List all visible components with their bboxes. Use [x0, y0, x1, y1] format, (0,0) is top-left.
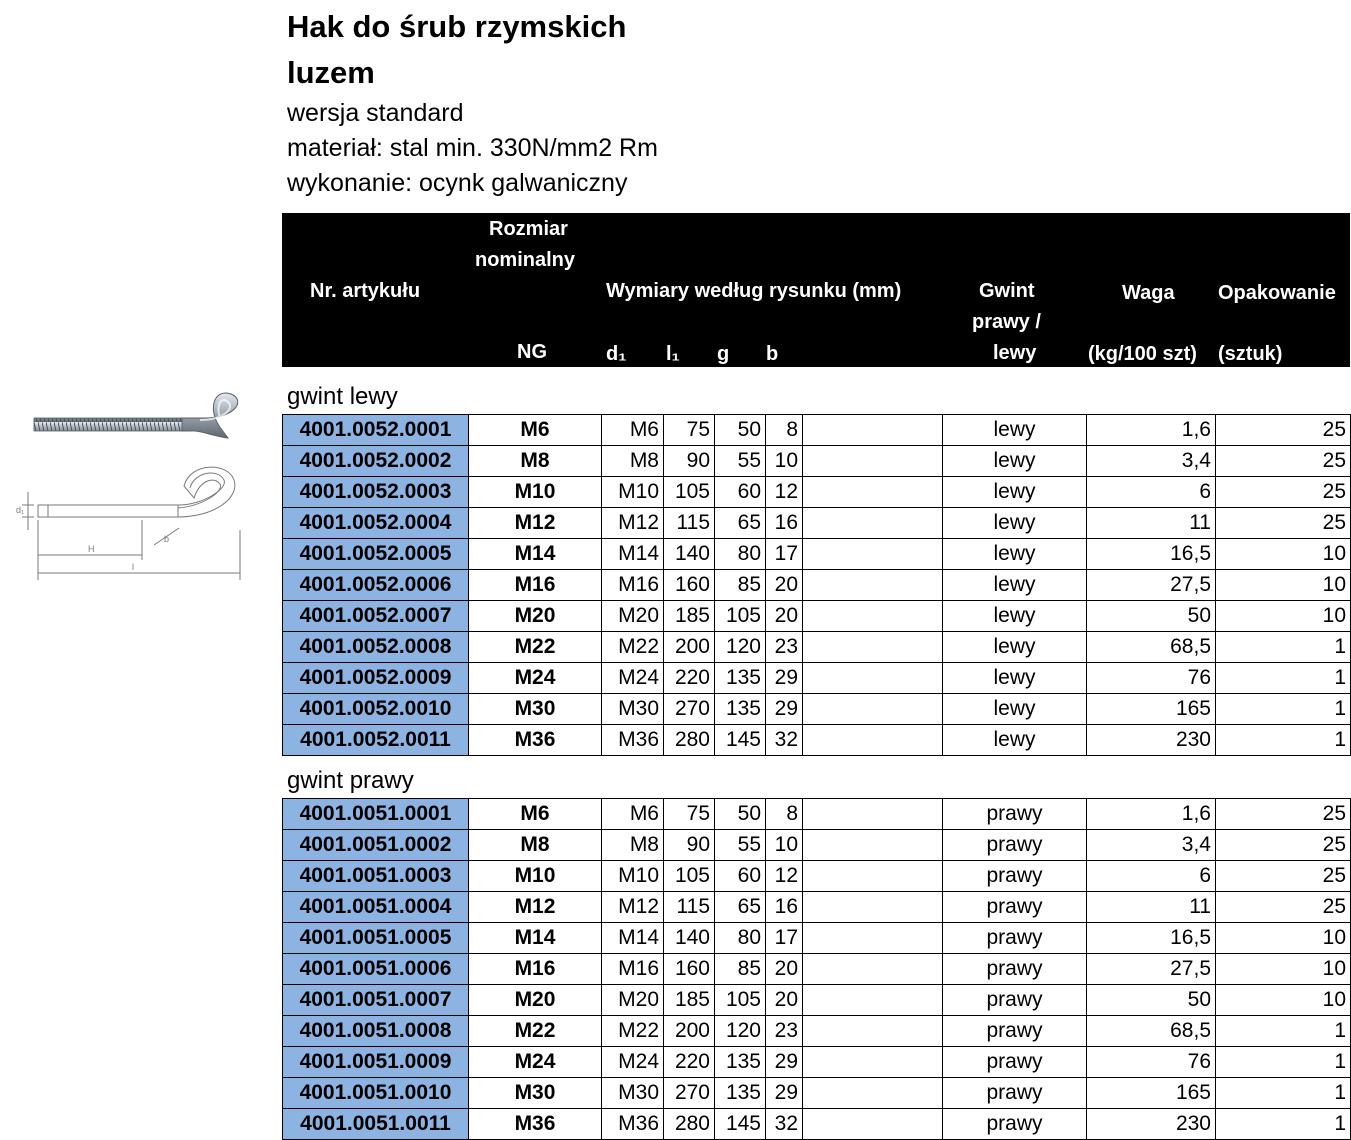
cell-packaging: 25: [1216, 508, 1351, 539]
header-weight-unit: (kg/100 szt): [1088, 343, 1197, 365]
cell-l1: 270: [664, 1078, 715, 1109]
cell-blank: [803, 861, 943, 892]
cell-g: 60: [715, 477, 766, 508]
cell-nominal-size: M14: [469, 539, 602, 570]
cell-b: 32: [766, 1109, 803, 1140]
section-label-left-thread: gwint lewy: [287, 383, 398, 410]
cell-weight: 27,5: [1087, 954, 1216, 985]
cell-d1: M30: [602, 1078, 664, 1109]
cell-b: 20: [766, 601, 803, 632]
cell-d1: M12: [602, 508, 664, 539]
cell-l1: 280: [664, 1109, 715, 1140]
cell-article-no: 4001.0051.0011: [283, 1109, 469, 1140]
cell-l1: 105: [664, 861, 715, 892]
header-dim-d1: d₁: [606, 343, 627, 365]
cell-nominal-size: M14: [469, 923, 602, 954]
cell-b: 32: [766, 725, 803, 756]
header-packaging-unit: (sztuk): [1218, 343, 1283, 365]
cell-packaging: 1: [1216, 694, 1351, 725]
cell-b: 29: [766, 694, 803, 725]
cell-nominal-size: M10: [469, 861, 602, 892]
cell-d1: M36: [602, 1109, 664, 1140]
cell-l1: 90: [664, 446, 715, 477]
cell-weight: 11: [1087, 892, 1216, 923]
cell-l1: 75: [664, 415, 715, 446]
cell-weight: 68,5: [1087, 1016, 1216, 1047]
cell-g: 50: [715, 415, 766, 446]
cell-g: 50: [715, 799, 766, 830]
cell-blank: [803, 508, 943, 539]
cell-article-no: 4001.0051.0007: [283, 985, 469, 1016]
cell-blank: [803, 830, 943, 861]
table-row: [283, 861, 1351, 892]
table-row: [283, 799, 1351, 830]
cell-thread: prawy: [943, 799, 1087, 830]
cell-nominal-size: M16: [469, 570, 602, 601]
cell-nominal-size: M12: [469, 892, 602, 923]
cell-thread: lewy: [943, 601, 1087, 632]
cell-l1: 160: [664, 570, 715, 601]
cell-nominal-size: M6: [469, 415, 602, 446]
cell-b: 29: [766, 663, 803, 694]
cell-weight: 1,6: [1087, 799, 1216, 830]
table-row: [283, 725, 1351, 756]
cell-nominal-size: M30: [469, 1078, 602, 1109]
cell-d1: M14: [602, 539, 664, 570]
cell-d1: M8: [602, 446, 664, 477]
cell-l1: 220: [664, 1047, 715, 1078]
cell-nominal-size: M10: [469, 477, 602, 508]
cell-blank: [803, 477, 943, 508]
drawing-label-b: b: [164, 534, 170, 544]
cell-article-no: 4001.0051.0002: [283, 830, 469, 861]
cell-article-no: 4001.0052.0011: [283, 725, 469, 756]
header-thread-line-3: lewy: [993, 342, 1037, 364]
cell-d1: M12: [602, 892, 664, 923]
cell-weight: 16,5: [1087, 539, 1216, 570]
table-row: [283, 985, 1351, 1016]
cell-l1: 185: [664, 985, 715, 1016]
cell-b: 20: [766, 954, 803, 985]
cell-packaging: 25: [1216, 892, 1351, 923]
cell-b: 16: [766, 892, 803, 923]
header-packaging: Opakowanie: [1218, 282, 1336, 304]
cell-thread: lewy: [943, 570, 1087, 601]
cell-d1: M24: [602, 663, 664, 694]
cell-article-no: 4001.0051.0001: [283, 799, 469, 830]
header-thread-line-1: Gwint: [979, 280, 1035, 302]
cell-l1: 105: [664, 477, 715, 508]
cell-weight: 3,4: [1087, 446, 1216, 477]
hook-photo: [34, 393, 238, 438]
cell-weight: 68,5: [1087, 632, 1216, 663]
table-left-thread: [282, 414, 1351, 756]
cell-thread: lewy: [943, 539, 1087, 570]
cell-d1: M16: [602, 570, 664, 601]
cell-l1: 75: [664, 799, 715, 830]
cell-nominal-size: M36: [469, 1109, 602, 1140]
cell-g: 145: [715, 725, 766, 756]
cell-thread: prawy: [943, 1016, 1087, 1047]
cell-b: 12: [766, 861, 803, 892]
cell-article-no: 4001.0052.0010: [283, 694, 469, 725]
page-title-line-1: Hak do śrub rzymskich: [287, 9, 627, 44]
cell-thread: prawy: [943, 923, 1087, 954]
cell-thread: prawy: [943, 954, 1087, 985]
cell-blank: [803, 892, 943, 923]
cell-article-no: 4001.0052.0009: [283, 663, 469, 694]
cell-blank: [803, 923, 943, 954]
cell-g: 145: [715, 1109, 766, 1140]
cell-blank: [803, 415, 943, 446]
finish-text: wykonanie: ocynk galwaniczny: [287, 169, 628, 197]
cell-weight: 1,6: [1087, 415, 1216, 446]
cell-article-no: 4001.0052.0007: [283, 601, 469, 632]
cell-thread: lewy: [943, 415, 1087, 446]
cell-blank: [803, 694, 943, 725]
cell-weight: 3,4: [1087, 830, 1216, 861]
cell-blank: [803, 1078, 943, 1109]
cell-weight: 11: [1087, 508, 1216, 539]
cell-thread: lewy: [943, 477, 1087, 508]
cell-nominal-size: M36: [469, 725, 602, 756]
cell-weight: 230: [1087, 725, 1216, 756]
table-row: [283, 954, 1351, 985]
cell-g: 135: [715, 694, 766, 725]
drawing-label-h: H: [88, 544, 95, 554]
cell-nominal-size: M24: [469, 663, 602, 694]
table-right-thread: [282, 798, 1351, 1140]
cell-nominal-size: M22: [469, 632, 602, 663]
cell-b: 12: [766, 477, 803, 508]
table-row: [283, 539, 1351, 570]
cell-weight: 165: [1087, 694, 1216, 725]
table-row: [283, 601, 1351, 632]
table-body-right-thread: [283, 799, 1351, 1140]
hook-drawing: [14, 380, 254, 600]
cell-packaging: 1: [1216, 1078, 1351, 1109]
cell-g: 85: [715, 570, 766, 601]
cell-l1: 220: [664, 663, 715, 694]
cell-packaging: 25: [1216, 861, 1351, 892]
cell-weight: 50: [1087, 601, 1216, 632]
cell-b: 23: [766, 1016, 803, 1047]
cell-g: 55: [715, 830, 766, 861]
page-title-line-2: luzem: [287, 55, 375, 90]
cell-packaging: 1: [1216, 632, 1351, 663]
cell-blank: [803, 799, 943, 830]
drawing-label-d1: d₁: [16, 505, 25, 515]
cell-l1: 185: [664, 601, 715, 632]
cell-l1: 200: [664, 1016, 715, 1047]
cell-g: 80: [715, 539, 766, 570]
table-row: [283, 1047, 1351, 1078]
cell-l1: 90: [664, 830, 715, 861]
cell-weight: 16,5: [1087, 923, 1216, 954]
cell-article-no: 4001.0051.0005: [283, 923, 469, 954]
cell-thread: prawy: [943, 1078, 1087, 1109]
cell-l1: 140: [664, 923, 715, 954]
table-row: [283, 830, 1351, 861]
cell-nominal-size: M6: [469, 799, 602, 830]
cell-packaging: 25: [1216, 799, 1351, 830]
header-dim-l1: l₁: [666, 343, 680, 365]
cell-weight: 230: [1087, 1109, 1216, 1140]
cell-article-no: 4001.0052.0002: [283, 446, 469, 477]
table-row: [283, 508, 1351, 539]
version-text: wersja standard: [287, 99, 464, 127]
cell-d1: M16: [602, 954, 664, 985]
cell-d1: M6: [602, 799, 664, 830]
cell-d1: M22: [602, 632, 664, 663]
cell-article-no: 4001.0051.0008: [283, 1016, 469, 1047]
table-row: [283, 923, 1351, 954]
header-size-line-2: nominalny: [475, 249, 576, 271]
table-row: [283, 632, 1351, 663]
cell-packaging: 1: [1216, 725, 1351, 756]
cell-b: 23: [766, 632, 803, 663]
cell-weight: 50: [1087, 985, 1216, 1016]
cell-l1: 200: [664, 632, 715, 663]
header-dim-b: b: [766, 343, 779, 365]
cell-nominal-size: M12: [469, 508, 602, 539]
cell-packaging: 25: [1216, 446, 1351, 477]
cell-g: 65: [715, 508, 766, 539]
cell-packaging: 10: [1216, 923, 1351, 954]
cell-thread: prawy: [943, 861, 1087, 892]
cell-g: 80: [715, 923, 766, 954]
table-row: [283, 663, 1351, 694]
cell-packaging: 25: [1216, 477, 1351, 508]
cell-blank: [803, 1016, 943, 1047]
cell-g: 135: [715, 1078, 766, 1109]
cell-blank: [803, 601, 943, 632]
cell-thread: lewy: [943, 663, 1087, 694]
cell-article-no: 4001.0051.0010: [283, 1078, 469, 1109]
cell-l1: 270: [664, 694, 715, 725]
cell-d1: M22: [602, 1016, 664, 1047]
cell-g: 65: [715, 892, 766, 923]
cell-weight: 6: [1087, 861, 1216, 892]
cell-nominal-size: M30: [469, 694, 602, 725]
cell-packaging: 10: [1216, 954, 1351, 985]
cell-article-no: 4001.0052.0008: [283, 632, 469, 663]
header-size-ng: NG: [517, 341, 547, 363]
cell-article-no: 4001.0051.0004: [283, 892, 469, 923]
header-dim-g: g: [717, 343, 730, 365]
cell-packaging: 10: [1216, 601, 1351, 632]
table-header: [282, 213, 1350, 367]
cell-packaging: 10: [1216, 539, 1351, 570]
cell-g: 120: [715, 632, 766, 663]
table-row: [283, 1016, 1351, 1047]
cell-b: 16: [766, 508, 803, 539]
cell-g: 85: [715, 954, 766, 985]
cell-article-no: 4001.0052.0003: [283, 477, 469, 508]
cell-article-no: 4001.0052.0001: [283, 415, 469, 446]
cell-article-no: 4001.0052.0006: [283, 570, 469, 601]
header-weight: Waga: [1122, 282, 1175, 304]
cell-packaging: 10: [1216, 570, 1351, 601]
title-block: [287, 4, 658, 201]
hook-technical-drawing: [22, 467, 240, 580]
cell-l1: 140: [664, 539, 715, 570]
cell-d1: M24: [602, 1047, 664, 1078]
cell-nominal-size: M20: [469, 985, 602, 1016]
cell-b: 8: [766, 799, 803, 830]
cell-g: 135: [715, 663, 766, 694]
cell-thread: lewy: [943, 508, 1087, 539]
cell-article-no: 4001.0052.0005: [283, 539, 469, 570]
table-row: [283, 477, 1351, 508]
cell-b: 29: [766, 1078, 803, 1109]
cell-g: 105: [715, 601, 766, 632]
cell-nominal-size: M8: [469, 830, 602, 861]
table-body-left-thread: [283, 415, 1351, 756]
cell-weight: 27,5: [1087, 570, 1216, 601]
cell-nominal-size: M24: [469, 1047, 602, 1078]
cell-b: 8: [766, 415, 803, 446]
cell-thread: lewy: [943, 725, 1087, 756]
cell-blank: [803, 954, 943, 985]
cell-b: 10: [766, 446, 803, 477]
cell-blank: [803, 632, 943, 663]
cell-thread: prawy: [943, 830, 1087, 861]
material-text: materiał: stal min. 330N/mm2 Rm: [287, 134, 658, 162]
cell-blank: [803, 1047, 943, 1078]
cell-d1: M20: [602, 985, 664, 1016]
cell-d1: M8: [602, 830, 664, 861]
header-article-no: Nr. artykułu: [310, 280, 421, 302]
cell-d1: M10: [602, 477, 664, 508]
cell-packaging: 10: [1216, 985, 1351, 1016]
cell-l1: 115: [664, 508, 715, 539]
cell-article-no: 4001.0051.0006: [283, 954, 469, 985]
cell-d1: M36: [602, 725, 664, 756]
cell-weight: 6: [1087, 477, 1216, 508]
cell-thread: lewy: [943, 694, 1087, 725]
cell-article-no: 4001.0052.0004: [283, 508, 469, 539]
cell-thread: prawy: [943, 892, 1087, 923]
cell-blank: [803, 663, 943, 694]
cell-thread: lewy: [943, 446, 1087, 477]
header-dimensions: Wymiary według rysunku (mm): [606, 280, 902, 302]
cell-thread: lewy: [943, 632, 1087, 663]
cell-weight: 76: [1087, 1047, 1216, 1078]
cell-l1: 115: [664, 892, 715, 923]
cell-blank: [803, 539, 943, 570]
drawing-label-l: l: [132, 562, 134, 572]
table-row: [283, 446, 1351, 477]
cell-blank: [803, 725, 943, 756]
cell-packaging: 1: [1216, 1109, 1351, 1140]
cell-d1: M30: [602, 694, 664, 725]
cell-blank: [803, 446, 943, 477]
table-row: [283, 1078, 1351, 1109]
cell-b: 20: [766, 985, 803, 1016]
cell-blank: [803, 570, 943, 601]
cell-g: 55: [715, 446, 766, 477]
cell-packaging: 25: [1216, 415, 1351, 446]
cell-l1: 160: [664, 954, 715, 985]
cell-nominal-size: M16: [469, 954, 602, 985]
cell-packaging: 25: [1216, 830, 1351, 861]
cell-packaging: 1: [1216, 1047, 1351, 1078]
cell-thread: prawy: [943, 1109, 1087, 1140]
table-row: [283, 570, 1351, 601]
cell-packaging: 1: [1216, 663, 1351, 694]
cell-l1: 280: [664, 725, 715, 756]
section-label-right-thread: gwint prawy: [287, 767, 414, 794]
header-thread-line-2: prawy /: [972, 311, 1041, 333]
header-size-line-1: Rozmiar: [489, 218, 568, 240]
cell-b: 20: [766, 570, 803, 601]
cell-b: 17: [766, 539, 803, 570]
cell-blank: [803, 1109, 943, 1140]
cell-d1: M20: [602, 601, 664, 632]
cell-article-no: 4001.0051.0003: [283, 861, 469, 892]
cell-d1: M14: [602, 923, 664, 954]
table-row: [283, 1109, 1351, 1140]
cell-article-no: 4001.0051.0009: [283, 1047, 469, 1078]
cell-b: 17: [766, 923, 803, 954]
cell-packaging: 1: [1216, 1016, 1351, 1047]
cell-g: 105: [715, 985, 766, 1016]
cell-g: 120: [715, 1016, 766, 1047]
cell-blank: [803, 985, 943, 1016]
cell-b: 29: [766, 1047, 803, 1078]
cell-d1: M6: [602, 415, 664, 446]
cell-thread: prawy: [943, 1047, 1087, 1078]
cell-b: 10: [766, 830, 803, 861]
cell-g: 60: [715, 861, 766, 892]
cell-nominal-size: M8: [469, 446, 602, 477]
cell-g: 135: [715, 1047, 766, 1078]
cell-weight: 165: [1087, 1078, 1216, 1109]
cell-nominal-size: M22: [469, 1016, 602, 1047]
table-row: [283, 415, 1351, 446]
cell-d1: M10: [602, 861, 664, 892]
cell-weight: 76: [1087, 663, 1216, 694]
cell-nominal-size: M20: [469, 601, 602, 632]
table-row: [283, 892, 1351, 923]
cell-thread: prawy: [943, 985, 1087, 1016]
table-row: [283, 694, 1351, 725]
